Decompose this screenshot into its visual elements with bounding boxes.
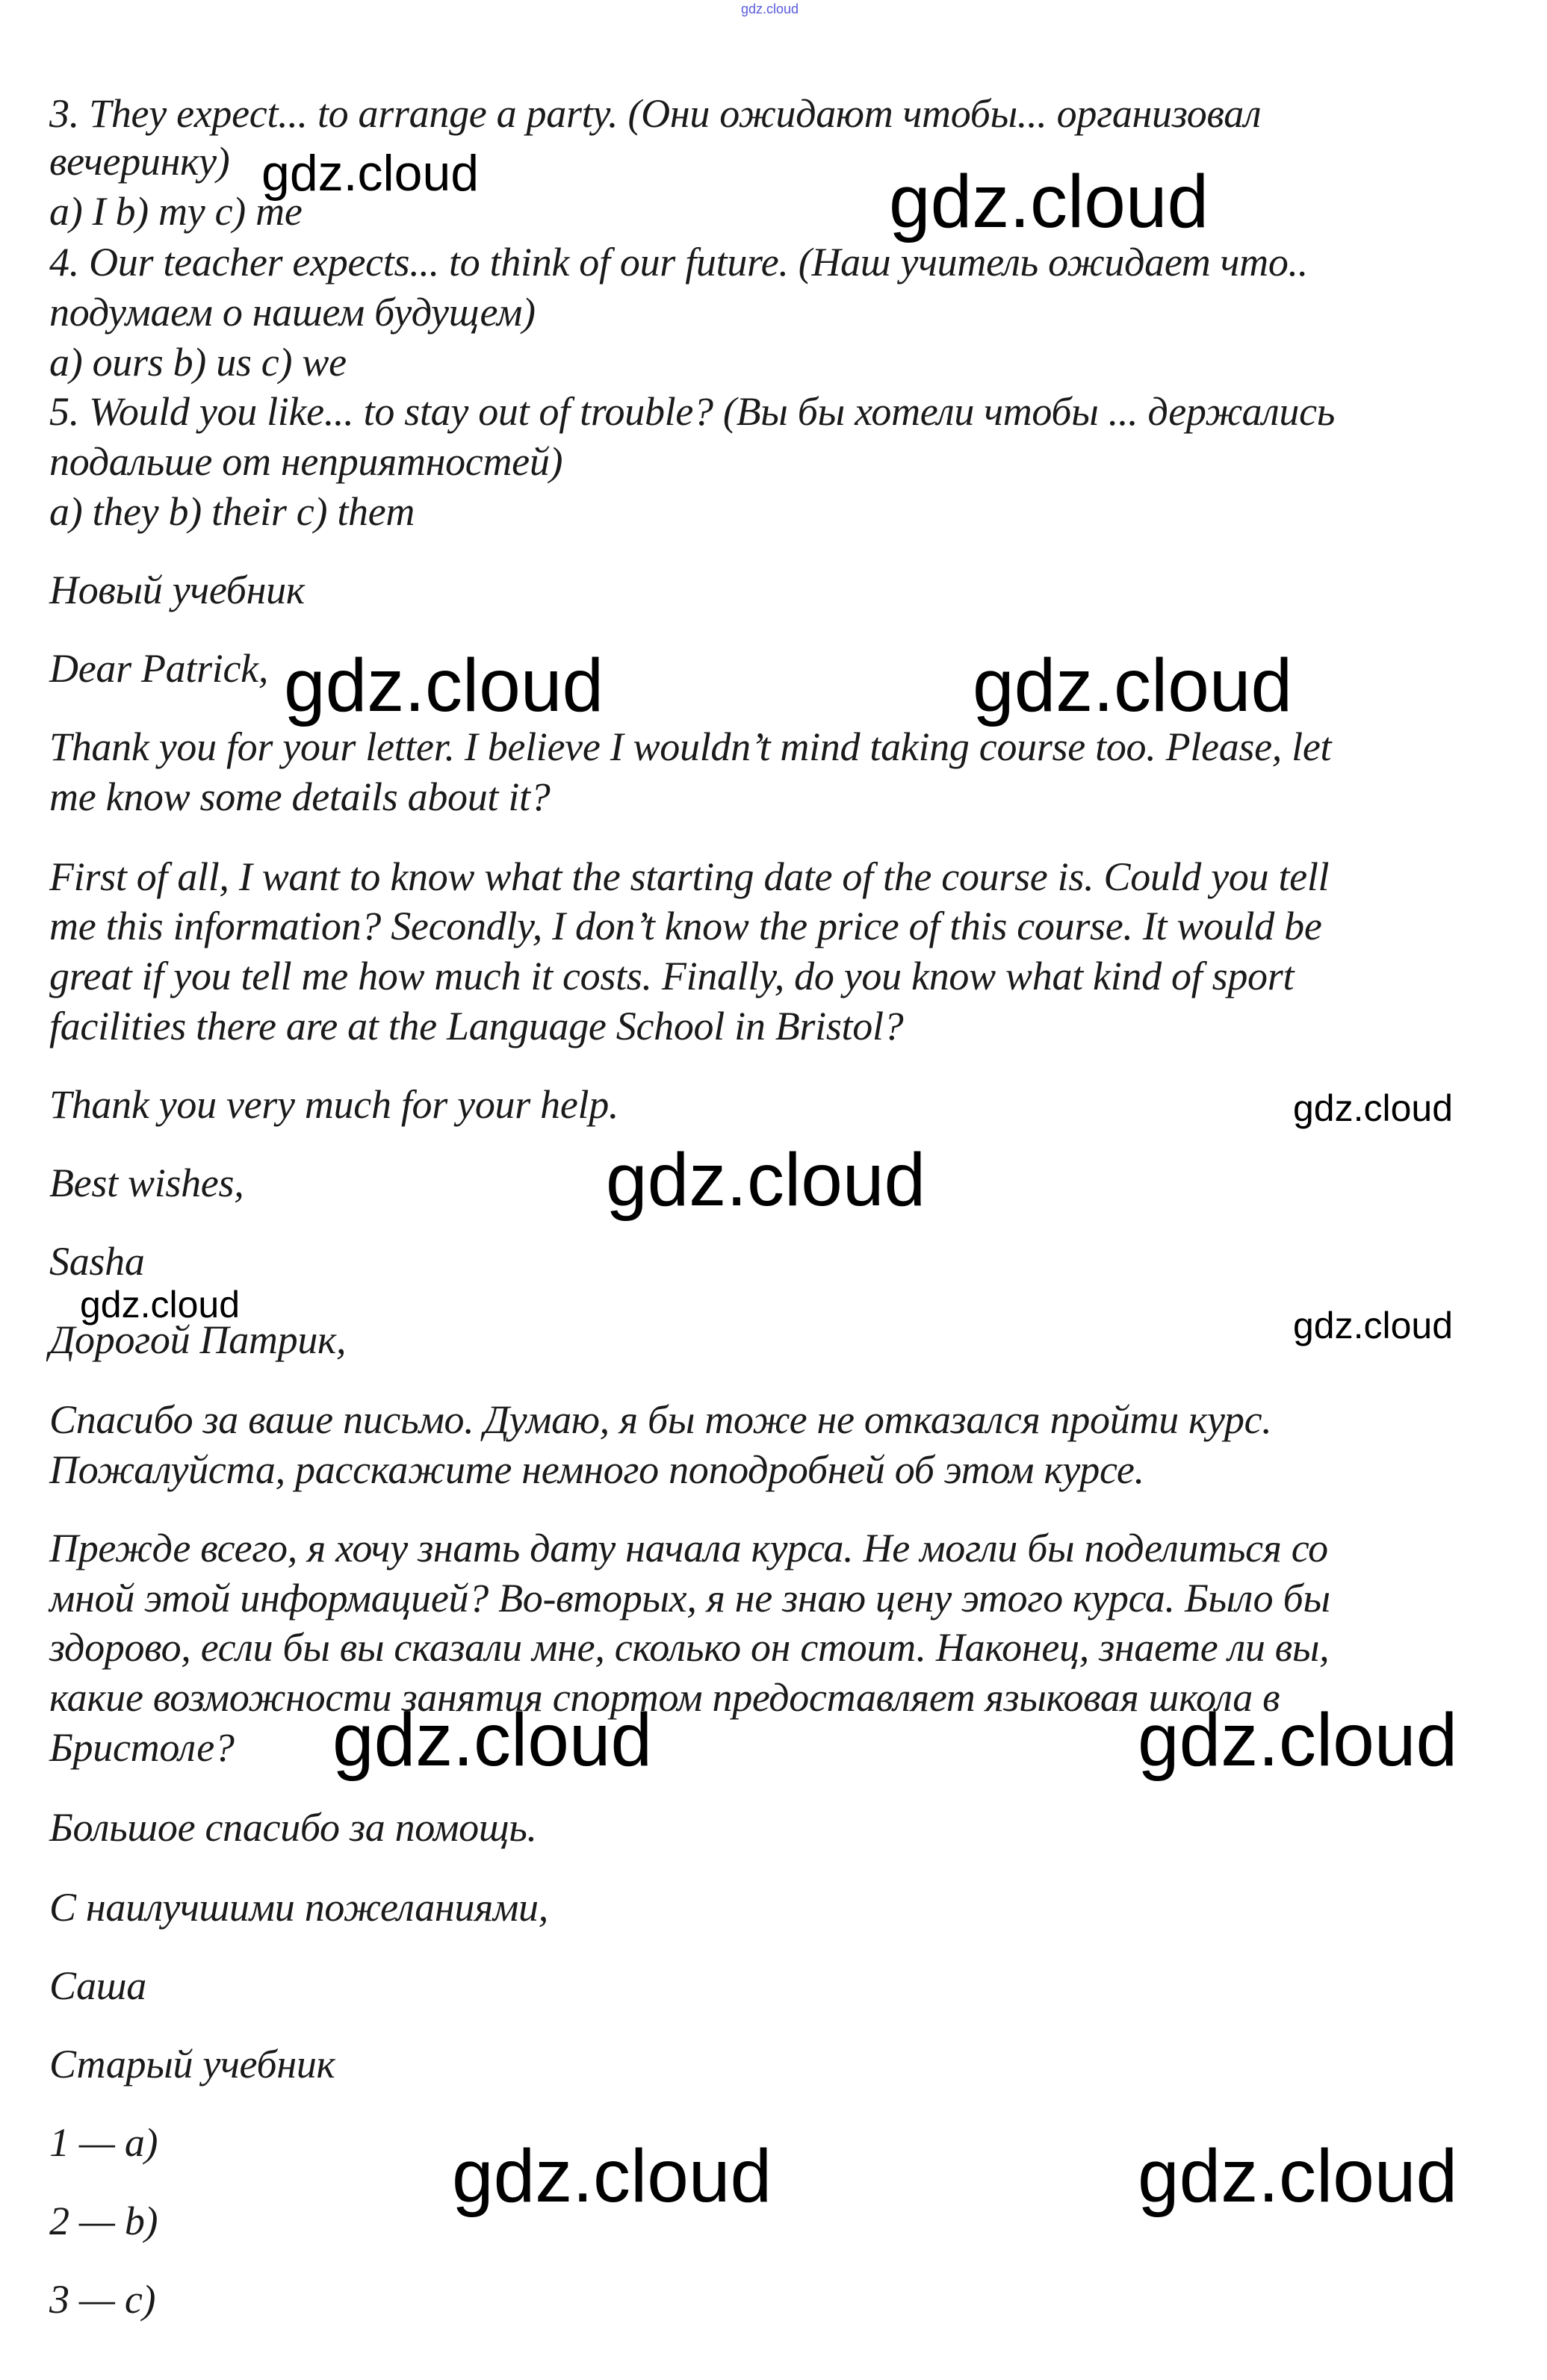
watermark: gdz.cloud xyxy=(973,644,1293,727)
text-line: подумаем о нашем будущем) xyxy=(49,290,536,335)
text-line: 3. They expect... to arrange a party. (Они ожидают чтобы... организовал xyxy=(49,91,1262,136)
section-heading: Старый учебник xyxy=(49,2042,335,2087)
watermark: gdz.cloud xyxy=(261,145,480,202)
watermark: gdz.cloud xyxy=(332,1698,653,1782)
text-line: Прежде всего, я хочу знать дату начала курса. Не могли бы поделиться со xyxy=(49,1526,1328,1570)
watermark: gdz.cloud xyxy=(606,1138,926,1222)
text-line: вечеринку) xyxy=(49,139,230,184)
text-line: Дорогой Патрик, xyxy=(49,1317,347,1362)
watermark: gdz.cloud xyxy=(1293,1087,1454,1129)
text-line: подальше от неприятностей) xyxy=(49,439,563,484)
text-line: First of all, I want to know what the starting date of the course is. Could you tell xyxy=(49,854,1330,899)
watermark: gdz.cloud xyxy=(80,1284,241,1326)
text-line: 3 — c) xyxy=(49,2277,156,2322)
text-line: a) they b) their c) them xyxy=(49,489,415,534)
text-line: Саша xyxy=(49,1963,146,2008)
text-line: Best wishes, xyxy=(49,1161,244,1205)
text-line: Большое спасибо за помощь. xyxy=(49,1805,537,1850)
text-line: Спасибо за ваше письмо. Думаю, я бы тоже не отказался пройти курс. xyxy=(49,1397,1272,1442)
text-line: какие возможности занятия спортом предоставляет языковая школа в xyxy=(49,1675,1280,1720)
header-watermark: gdz.cloud xyxy=(741,1,799,16)
text-line: Dear Patrick, xyxy=(49,646,269,691)
watermark: gdz.cloud xyxy=(452,2134,772,2218)
text-line: Бристоле? xyxy=(49,1725,235,1770)
text-line: мной этой информацией? Во-вторых, я не знаю цену этого курса. Было бы xyxy=(49,1576,1330,1621)
section-heading: Новый учебник xyxy=(49,568,305,612)
text-line: Sasha xyxy=(49,1239,145,1284)
text-line: facilities there are at the Language School in Bristol? xyxy=(49,1004,904,1048)
text-line: great if you tell me how much it costs. Finally, do you know what kind of sport xyxy=(49,954,1295,998)
text-line: 5. Would you like... to stay out of trouble? (Вы бы хотели чтобы ... держались xyxy=(49,389,1336,434)
text-line: me know some details about it? xyxy=(49,774,551,819)
text-line: me this information? Secondly, I don’t know the price of this course. It would be xyxy=(49,904,1322,948)
watermark: gdz.cloud xyxy=(1293,1305,1454,1346)
text-line: 4. Our teacher expects... to think of our future. (Наш учитель ожидает что.. xyxy=(49,240,1308,285)
watermark: gdz.cloud xyxy=(1138,2134,1458,2218)
text-line: a) ours b) us c) we xyxy=(49,340,347,385)
text-line: С наилучшими пожеланиями, xyxy=(49,1885,548,1930)
watermark: gdz.cloud xyxy=(1138,1698,1458,1782)
watermark: gdz.cloud xyxy=(284,644,604,727)
text-line: 1 — a) xyxy=(49,2120,158,2165)
text-line: 2 — b) xyxy=(49,2199,158,2243)
watermark: gdz.cloud xyxy=(889,160,1209,243)
text-line: здорово, если бы вы сказали мне, сколько он стоит. Наконец, знаете ли вы, xyxy=(49,1625,1330,1670)
text-line: Thank you very much for your help. xyxy=(49,1082,619,1127)
text-line: a) I b) my c) me xyxy=(49,189,303,234)
text-line: Thank you for your letter. I believe I wouldn’t mind taking course too. Please, let xyxy=(49,724,1332,769)
text-line: Пожалуйста, расскажите немного поподробней об этом курсе. xyxy=(49,1447,1144,1492)
